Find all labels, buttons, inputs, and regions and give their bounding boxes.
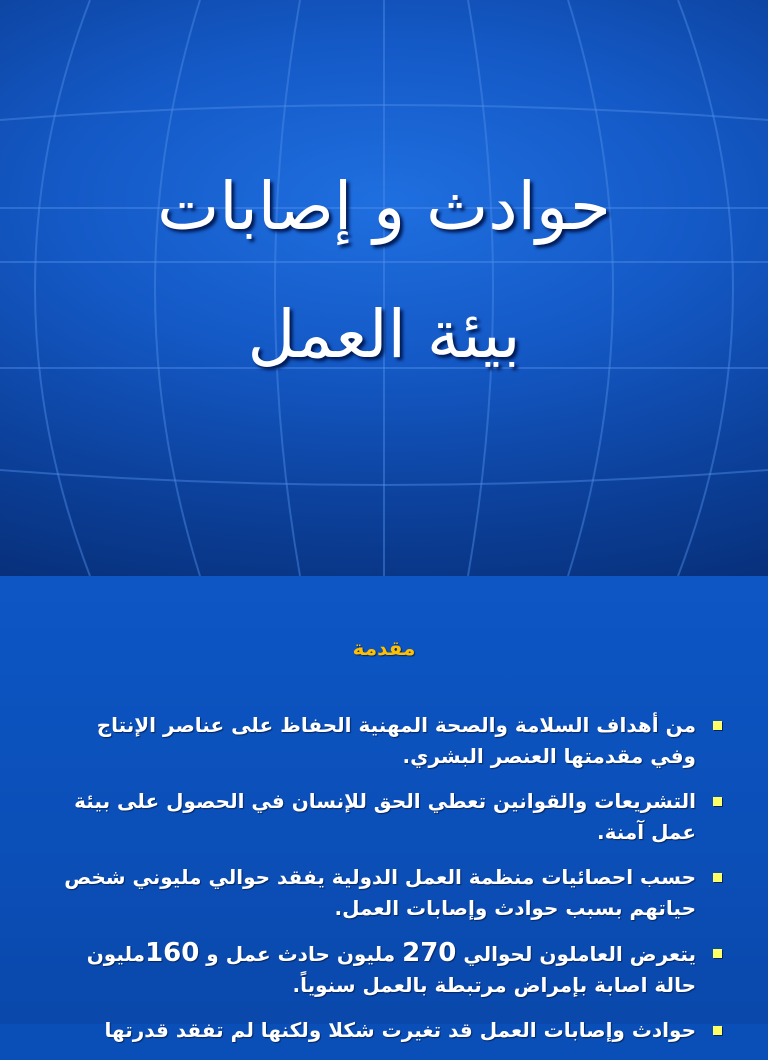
bullet-text: حوادث وإصابات العمل قد تغيرت شكلا ولكنها لم تفقد قدرتها xyxy=(104,1018,696,1042)
intro-slide xyxy=(0,576,768,1042)
bullet-text-post: مليون حالة اصابة بإمراض مرتبطة بالعمل سنوياً. xyxy=(86,942,696,997)
bullet-item xyxy=(52,1015,722,1046)
square-bullet-icon xyxy=(713,797,722,806)
slide-title-line2: بيئة العمل xyxy=(247,296,521,373)
slide-title-line1: حوادث و إصابات xyxy=(157,168,611,245)
bullet-item xyxy=(52,710,722,772)
bullet-item xyxy=(52,862,722,924)
square-bullet-icon xyxy=(713,1026,722,1035)
bullet-number-accidents: 270 xyxy=(402,938,457,968)
bullet-text: حسب احصائيات منظمة العمل الدولية يفقد حوالي مليوني شخص حياتهم بسبب حوادث وإصابات العمل. xyxy=(64,865,696,920)
square-bullet-icon xyxy=(713,721,722,730)
square-bullet-icon xyxy=(713,873,722,882)
bullet-text: من أهداف السلامة والصحة المهنية الحفاظ على عناصر الإنتاج وفي مقدمتها العنصر البشري. xyxy=(96,713,696,768)
bullet-text: التشريعات والقوانين تعطي الحق للإنسان في الحصول على بيئة عمل آمنة. xyxy=(74,789,696,844)
bullet-item xyxy=(52,938,722,1001)
bullet-list xyxy=(52,710,722,1060)
bullet-text-mid: مليون حادث عمل و xyxy=(199,942,403,966)
square-bullet-icon xyxy=(713,949,722,958)
section-heading: مقدمة xyxy=(352,636,416,660)
bullet-item xyxy=(52,786,722,848)
bullet-number-diseases: 160 xyxy=(145,938,200,968)
bullet-text-pre: يتعرض العاملون لحوالي xyxy=(456,942,696,966)
